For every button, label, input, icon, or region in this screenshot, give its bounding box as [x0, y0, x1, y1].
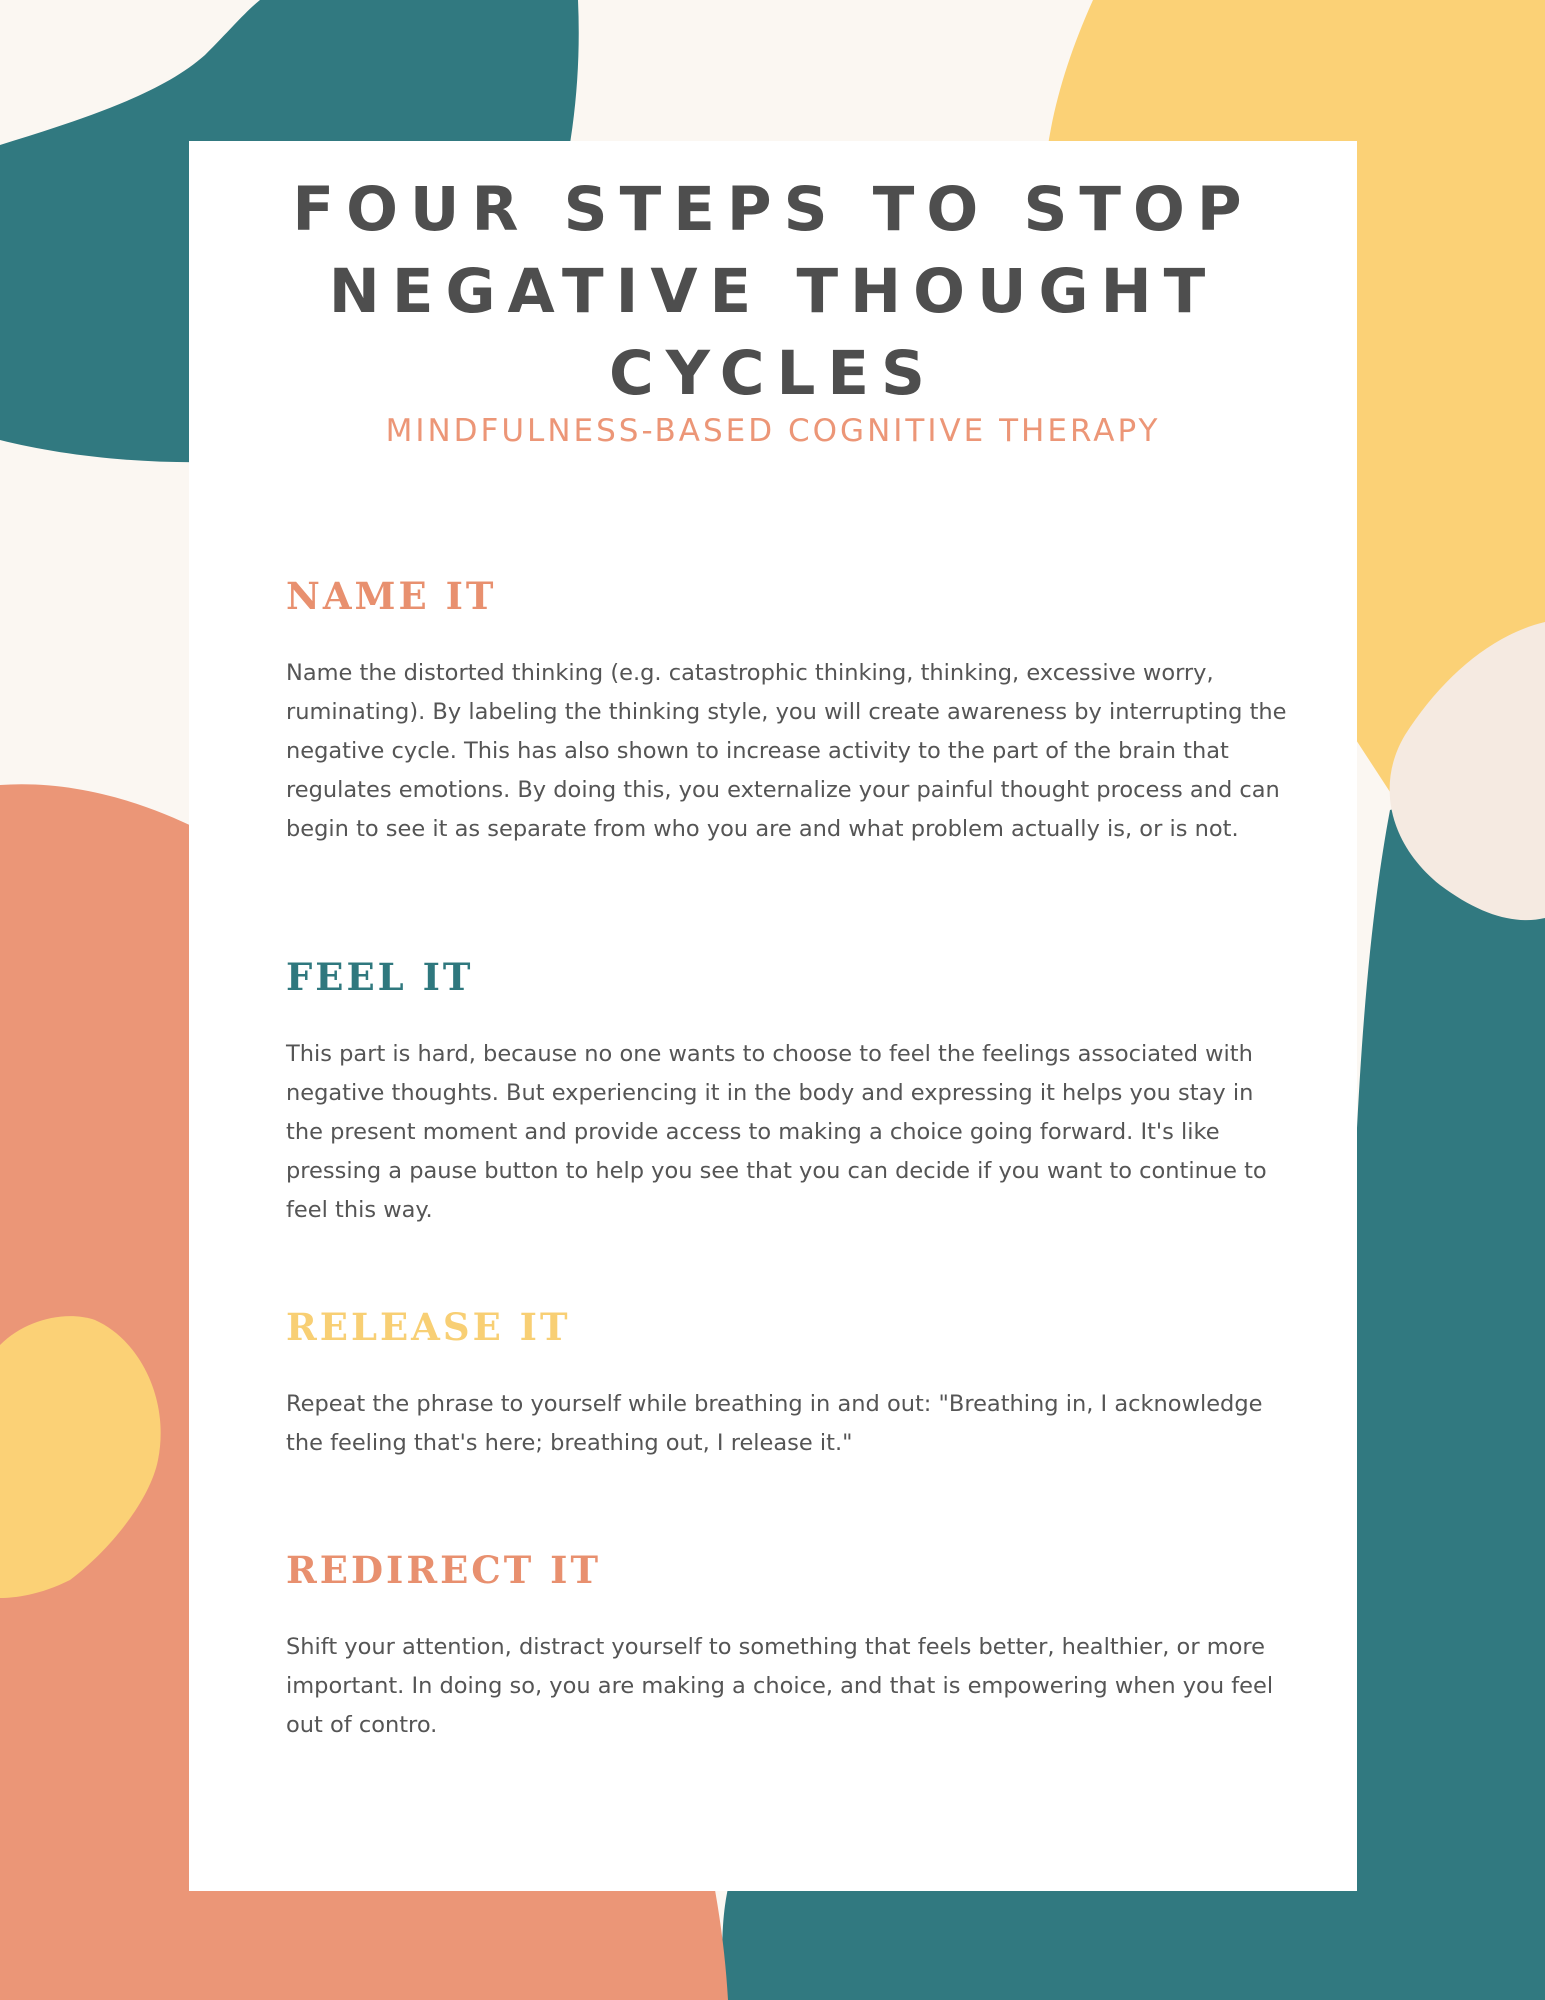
- section-heading: FEEL IT: [286, 955, 474, 999]
- section-heading: RELEASE IT: [286, 1305, 571, 1349]
- content-card: [189, 141, 1357, 1891]
- section-body: Repeat the phrase to yourself while breathing in and out: "Breathing in, I acknowledge the feeling that's here; breathing out, I release it.": [286, 1391, 1263, 1456]
- page-subtitle: MINDFULNESS-BASED COGNITIVE THERAPY: [385, 413, 1161, 449]
- section-release-it: [286, 1305, 1296, 1463]
- page-title: FOUR STEPS TO STOP NEGATIVE THOUGHT CYCLES: [292, 174, 1254, 409]
- section-feel-it: [286, 955, 1296, 1230]
- section-redirect-it: [286, 1548, 1296, 1745]
- section-heading: NAME IT: [286, 574, 497, 618]
- section-name-it: [286, 574, 1296, 849]
- section-body: This part is hard, because no one wants to choose to feel the feelings associated with negative thoughts. But experiencing it in the body and expressing it helps you stay in the present moment and provide access to making a choice going forward. It's like pressing a pause button to help you see that you can decide if you want to continue to feel this way.: [286, 1041, 1267, 1223]
- section-body: Name the distorted thinking (e.g. catastrophic thinking, thinking, excessive worry, ruminating). By labeling the thinking style, you will create awareness by interrupting the negative cycle. This has also shown to increase activity to the part of the brain that regulates emotions. By doing this, you externalize your painful thought process and can begin to see it as separate from who you are and what problem actually is, or is not.: [286, 660, 1287, 842]
- section-body: Shift your attention, distract yourself to something that feels better, healthier, or more important. In doing so, you are making a choice, and that is empowering when you feel out of contro.: [286, 1634, 1274, 1738]
- section-heading: REDIRECT IT: [286, 1548, 601, 1592]
